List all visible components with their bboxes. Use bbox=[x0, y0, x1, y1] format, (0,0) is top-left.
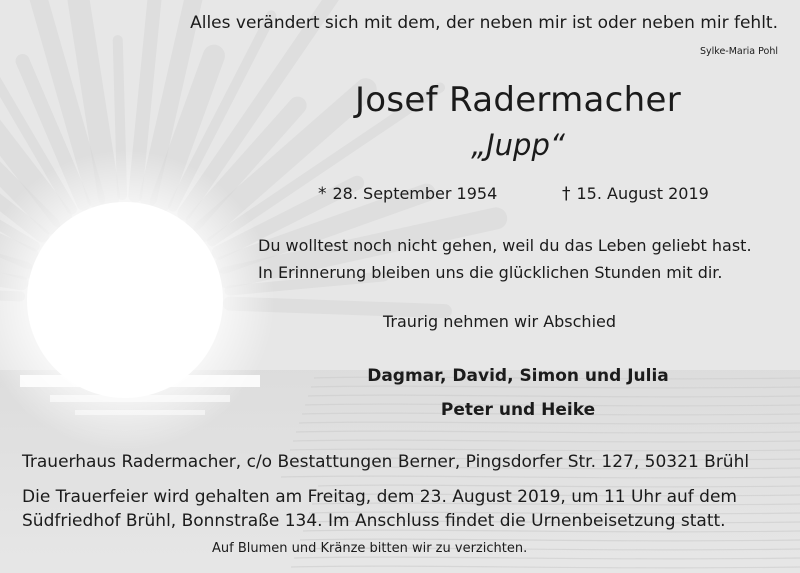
verse-line-1: Du wolltest noch nicht gehen, weil du das Leben geliebt hast. bbox=[258, 236, 752, 255]
memorial-verse bbox=[258, 232, 752, 286]
mourning-house-address: Trauerhaus Radermacher, c/o Bestattungen Berner, Pingsdorfer Str. 127, 50321 Brühl bbox=[22, 452, 750, 472]
deceased-nickname: „Jupp“ bbox=[471, 128, 565, 162]
farewell-text: Traurig nehmen wir Abschied bbox=[383, 312, 617, 331]
ceremony-line-1: Die Trauerfeier wird gehalten am Freitag, dem 23. August 2019, um 11 Uhr auf dem bbox=[22, 487, 737, 507]
birth-star-icon: * bbox=[318, 184, 327, 204]
death-info bbox=[562, 184, 709, 204]
family-names-line-2: Peter und Heike bbox=[440, 400, 596, 420]
ceremony-line-2: Südfriedhof Brühl, Bonnstraße 134. Im Anschluss findet die Urnenbeisetzung statt. bbox=[22, 511, 726, 531]
family-names-line-1: Dagmar, David, Simon und Julia bbox=[367, 366, 669, 386]
birth-date: 28. September 1954 bbox=[332, 184, 498, 203]
birth-info bbox=[318, 184, 497, 204]
death-date: 15. August 2019 bbox=[576, 184, 709, 203]
flowers-note: Auf Blumen und Kränze bitten wir zu verzichten. bbox=[212, 541, 528, 556]
death-cross-icon: † bbox=[562, 184, 571, 204]
quote-text: Alles verändert sich mit dem, der neben mir ist oder neben mir fehlt. bbox=[190, 13, 778, 33]
funeral-ceremony-info bbox=[22, 485, 737, 533]
verse-line-2: In Erinnerung bleiben uns die glücklichen Stunden mit dir. bbox=[258, 263, 723, 282]
quote-author: Sylke-Maria Pohl bbox=[700, 46, 778, 57]
deceased-name: Josef Radermacher bbox=[354, 80, 682, 120]
